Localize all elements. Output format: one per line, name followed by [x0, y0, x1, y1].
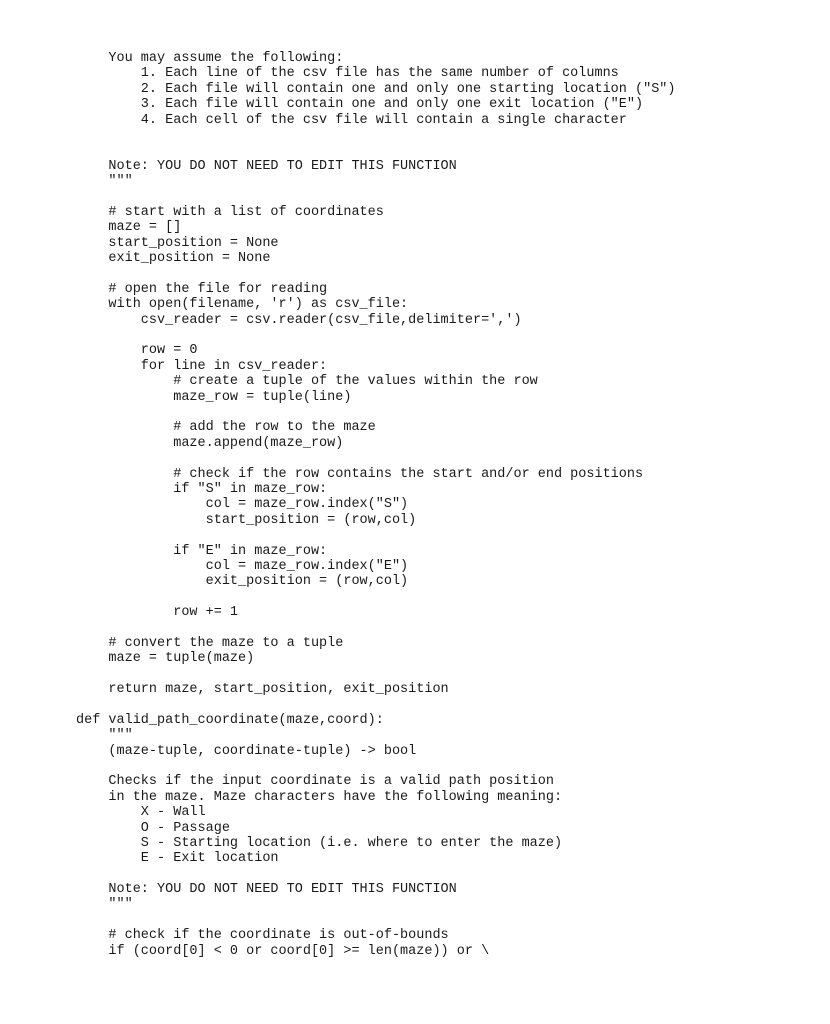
code-line: Note: YOU DO NOT NEED TO EDIT THIS FUNCTION [76, 882, 457, 898]
code-line: Checks if the input coordinate is a valid path position [76, 774, 554, 790]
code-line: # convert the maze to a tuple [76, 635, 344, 651]
code-line: """ [76, 174, 133, 190]
code-line [76, 451, 816, 466]
code-line: # check if the row contains the start and/or end positions [76, 466, 644, 482]
code-line: maze = tuple(maze) [76, 651, 255, 667]
code-line: # open the file for reading [76, 281, 328, 297]
code-line: row = 0 [76, 343, 198, 359]
code-line: exit_position = None [76, 251, 271, 267]
code-line [76, 759, 816, 774]
code-line [76, 590, 816, 605]
code-line: with open(filename, 'r') as csv_file: [76, 297, 409, 313]
code-line [76, 266, 816, 281]
code-line: col = maze_row.index("S") [76, 497, 409, 513]
code-line [76, 667, 816, 682]
code-line: S - Starting location (i.e. where to enter the maze) [76, 835, 563, 851]
code-page [76, 51, 816, 959]
code-line: # add the row to the maze [76, 420, 376, 436]
code-line: maze_row = tuple(line) [76, 389, 352, 405]
code-line: return maze, start_position, exit_position [76, 682, 449, 698]
code-line: start_position = None [76, 235, 279, 251]
code-line: # create a tuple of the values within the row [76, 374, 538, 390]
code-line: if (coord[0] < 0 or coord[0] >= len(maze)) or \ [76, 943, 490, 959]
code-line: # start with a list of coordinates [76, 204, 384, 220]
code-line: for line in csv_reader: [76, 358, 328, 374]
code-line [76, 328, 816, 343]
code-line [76, 528, 816, 543]
code-line: X - Wall [76, 805, 206, 821]
code-line: maze.append(maze_row) [76, 435, 344, 451]
code-line: col = maze_row.index("E") [76, 558, 409, 574]
code-line: (maze-tuple, coordinate-tuple) -> bool [76, 743, 417, 759]
code-line [76, 143, 816, 158]
code-line [76, 190, 816, 205]
code-line: 2. Each file will contain one and only one starting location ("S") [76, 81, 676, 97]
code-line: if "E" in maze_row: [76, 543, 328, 559]
code-line: E - Exit location [76, 851, 279, 867]
code-line: # check if the coordinate is out-of-bounds [76, 928, 449, 944]
code-line: """ [76, 897, 133, 913]
code-line: if "S" in maze_row: [76, 481, 328, 497]
code-line [76, 697, 816, 712]
code-line: csv_reader = csv.reader(csv_file,delimiter=',') [76, 312, 522, 328]
code-line: row += 1 [76, 605, 239, 621]
code-line: maze = [] [76, 220, 182, 236]
code-line [76, 913, 816, 928]
code-line: O - Passage [76, 820, 230, 836]
code-line [76, 128, 816, 143]
code-line: in the maze. Maze characters have the following meaning: [76, 789, 563, 805]
code-line: Note: YOU DO NOT NEED TO EDIT THIS FUNCTION [76, 158, 457, 174]
code-line: You may assume the following: [76, 51, 344, 66]
code-line [76, 867, 816, 882]
code-line: start_position = (row,col) [76, 512, 417, 528]
code-line: """ [76, 728, 133, 744]
code-line [76, 405, 816, 420]
code-line: 1. Each line of the csv file has the same number of columns [76, 66, 619, 82]
code-line: 4. Each cell of the csv file will contain a single character [76, 112, 627, 128]
code-line [76, 620, 816, 635]
code-line: exit_position = (row,col) [76, 574, 409, 590]
code-line: def valid_path_coordinate(maze,coord): [76, 712, 384, 728]
code-line: 3. Each file will contain one and only one exit location ("E") [76, 97, 644, 113]
